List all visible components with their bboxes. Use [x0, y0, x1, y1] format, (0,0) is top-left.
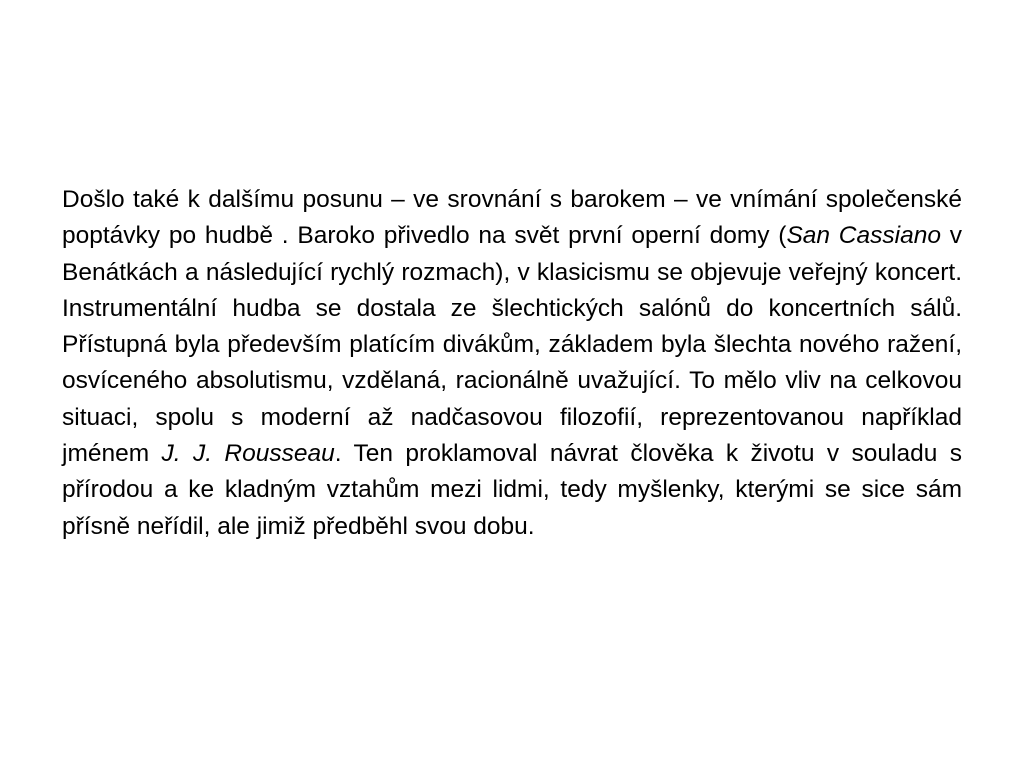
paragraph-text-part-1: Došlo také k dalšímu posunu – ve srovnání s barokem – ve vnímání společenské poptávky po hudbě . Baroko přivedlo na svět první operní domy ( [62, 186, 962, 250]
paragraph-text-part-2: v Benátkách a následující rychlý rozmach), v klasicismu se objevuje veřejný koncert. Instrumentální hudba se dostala ze šlechtických salónů do koncertních sálů. Přístupná byla především platícím divákům, základem byla šlechta nového ražení, osvíceného absolutismu, vzdělaná, racionálně uvažující. To mělo vliv na celkovou situaci, spolu s moderní až nadčasovou filozofií, reprezentovanou například jménem [62, 222, 962, 468]
paragraph-text-part-3: . Ten proklamoval návrat člověka k životu v souladu s přírodou a ke kladným vztahům mezi lidmi, tedy myšlenky, kterými se sice sám přísně neřídil, ale jimiž předběhl svou dobu. [62, 440, 962, 540]
italic-opera-house-name: San Cassiano [786, 222, 941, 250]
body-paragraph [62, 182, 962, 545]
italic-author-name: J. J. Rousseau [161, 440, 335, 468]
